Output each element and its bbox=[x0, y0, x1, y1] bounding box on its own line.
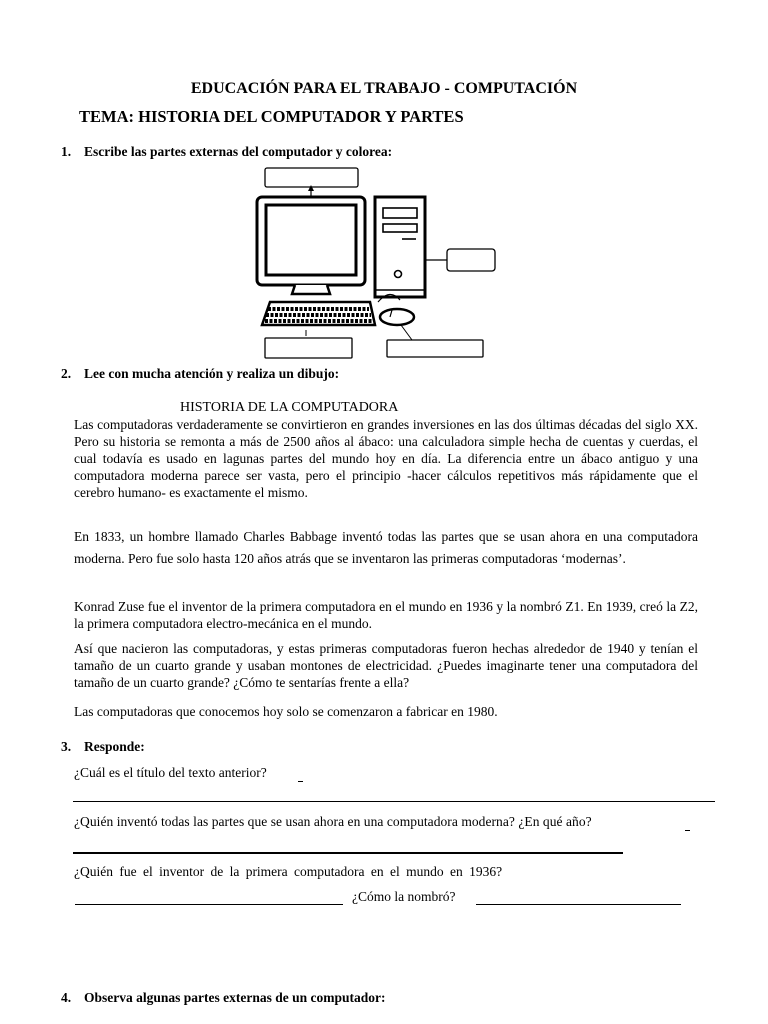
label-box-top[interactable] bbox=[265, 168, 358, 187]
label-box-right[interactable] bbox=[447, 249, 495, 271]
answer-3-line-name[interactable] bbox=[75, 904, 343, 905]
answer-2-line[interactable] bbox=[73, 852, 623, 854]
answer-2-prompt: ¿Quién inventó todas las partes que se usan ahora en una computadora moderna? ¿En qué año? bbox=[74, 814, 592, 829]
answer-2-blank-short[interactable] bbox=[685, 830, 690, 831]
question-3-text: Responde: bbox=[84, 739, 145, 754]
monitor-icon bbox=[257, 197, 365, 294]
answer-3-prompt: ¿Quién fue el inventor de la primera computadora en el mundo en 1936? bbox=[74, 864, 503, 879]
label-box-bottom-right[interactable] bbox=[387, 340, 483, 357]
answer-3-line-z1[interactable] bbox=[476, 904, 681, 905]
reading-paragraph-1: Las computadoras verdaderamente se convirtieron en grandes inversiones en las dos últimas décadas del siglo XX. Pero su historia se remonta a más de 2500 años al ábaco: una calculadora simple hecha de cuentas y cuerdas, el cual todavía es usado en lagunas partes del mundo hoy en día. La diferencia entre un ábaco antiguo y una computadora moderna parece ser vasta, pero el principio -hacer cálculos repetitivos más rápidamente que el cerebro humano- es exactamente el mismo. bbox=[74, 417, 698, 500]
question-1-text: Escribe las partes externas del computador y colorea: bbox=[84, 144, 393, 159]
question-2 bbox=[61, 366, 339, 382]
reading-title: HISTORIA DE LA COMPUTADORA bbox=[180, 400, 399, 415]
answer-1-blank-short[interactable] bbox=[298, 781, 303, 782]
label-box-bottom-left[interactable] bbox=[265, 338, 352, 358]
reading-paragraph-2: En 1833, un hombre llamado Charles Babbage inventó todas las partes que se usan ahora en una computadora moderna. Pero fue solo hasta 120 años atrás que se inventaron las primeras computadoras ‘modernas’. bbox=[74, 529, 698, 566]
mouse-icon bbox=[378, 294, 414, 325]
reading-paragraph-5: Las computadoras que conocemos hoy solo se comenzaron a fabricar en 1980. bbox=[74, 704, 498, 719]
computer-illustration bbox=[240, 160, 530, 370]
keyboard-icon bbox=[262, 302, 375, 325]
tower-icon bbox=[375, 197, 425, 297]
worksheet-title: EDUCACIÓN PARA EL TRABAJO - COMPUTACIÓN bbox=[190, 80, 578, 97]
worksheet-topic: TEMA: HISTORIA DEL COMPUTADOR Y PARTES bbox=[79, 107, 464, 126]
reading-paragraph-3: Konrad Zuse fue el inventor de la primera computadora en el mundo en 1936 y la nombró Z1. En 1939, creó la Z2, la primera computadora electro-mecánica en el mundo. bbox=[74, 599, 698, 631]
question-4-number: 4. bbox=[61, 990, 72, 1005]
question-2-text: Lee con mucha atención y realiza un dibujo: bbox=[84, 366, 340, 381]
reading-paragraph-4: Así que nacieron las computadoras, y estas primeras computadoras fueron hechas alrededor de 1940 y tenían el tamaño de un cuarto grande y usaban montones de electricidad. ¿Puedes imaginarte tener una computadora del tamaño de un cuarto grande? ¿Cómo te sentarías frente a ella? bbox=[74, 641, 698, 690]
question-1 bbox=[61, 144, 392, 160]
question-1-number: 1. bbox=[61, 144, 72, 159]
answer-1-line[interactable] bbox=[73, 801, 715, 802]
answer-1-prompt: ¿Cuál es el título del texto anterior? bbox=[74, 765, 267, 780]
answer-3b-prompt: ¿Cómo la nombró? bbox=[352, 889, 456, 904]
question-4-text: Observa algunas partes externas de un computador: bbox=[84, 990, 386, 1005]
question-3-number: 3. bbox=[61, 739, 72, 754]
question-3 bbox=[61, 739, 145, 755]
question-2-number: 2. bbox=[61, 366, 72, 381]
question-4 bbox=[61, 990, 386, 1006]
